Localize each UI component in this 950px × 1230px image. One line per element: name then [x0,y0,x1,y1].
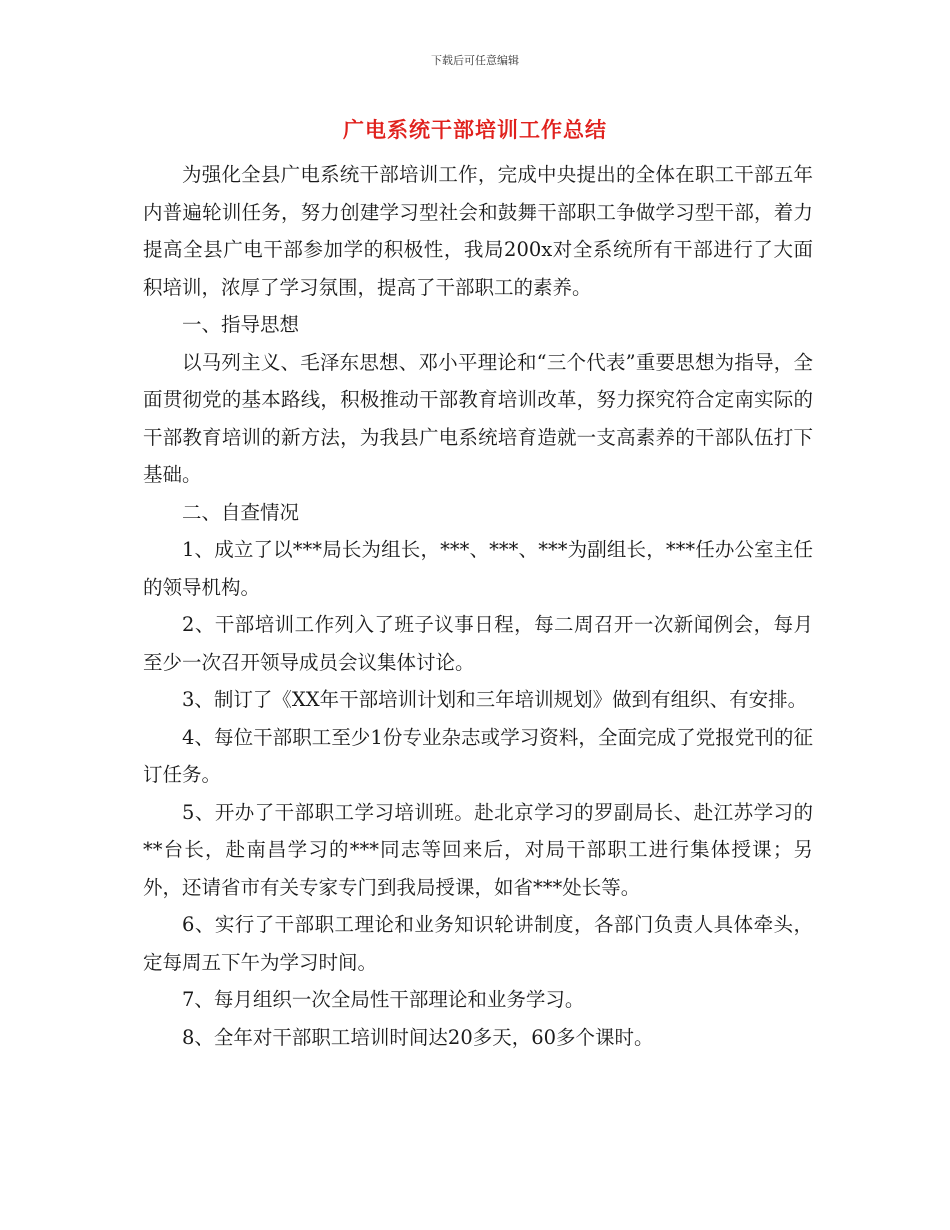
list-item: 4、每位干部职工至少1份专业杂志或学习资料，全面完成了党报党刊的征订任务。 [143,725,813,786]
document-title: 广电系统干部培训工作总结 [343,118,607,142]
list-item: 2、干部培训工作列入了班子议事日程，每二周召开一次新闻例会，每月至少一次召开领导成员会议集体讨论。 [143,613,813,674]
section-heading-guiding-thought: 一、指导思想 [182,313,300,336]
list-item: 5、开办了干部职工学习培训班。赴北京学习的罗副局长、赴江苏学习的**台长，赴南昌学习的***同志等回来后，对局干部职工进行集体授课；另外，还请省市有关专家专门到我局授课，如省***处长等。 [143,800,813,899]
list-item: 8、全年对干部职工培训时间达20多天，60多个课时。 [182,1025,654,1049]
list-item: 6、实行了干部职工理论和业务知识轮讲制度，各部门负责人具体牵头，定每周五下午为学习时间。 [143,913,813,974]
list-item: 3、制订了《XX年干部培训计划和三年培训规划》做到有组织、有安排。 [182,688,808,711]
intro-paragraph: 为强化全县广电系统干部培训工作，完成中央提出的全体在职工干部五年内普遍轮训任务，努力创建学习型社会和鼓舞干部职工争做学习型干部，着力提高全县广电干部参加学的积极性，我局200x对全系统所有干部进行了大面积培训，浓厚了学习氛围，提高了干部职工的素养。 [143,163,813,299]
document-body [143,156,813,1056]
section-heading-self-check: 二、自查情况 [182,500,300,524]
guiding-thought-paragraph: 以马列主义、毛泽东思想、邓小平理论和“三个代表”重要思想为指导，全面贯彻党的基本路线，积极推动干部教育培训改革，努力探究符合定南实际的干部教育培训的新方法，为我县广电系统培育造就一支高素养的干部队伍打下基础。 [143,350,813,486]
list-item: 7、每月组织一次全局性干部理论和业务学习。 [182,988,585,1011]
page-header-note: 下载后可任意编辑 [431,54,519,67]
list-item: 1、成立了以***局长为组长，***、***、***为副组长，***任办公室主任的领导机构。 [143,538,813,599]
